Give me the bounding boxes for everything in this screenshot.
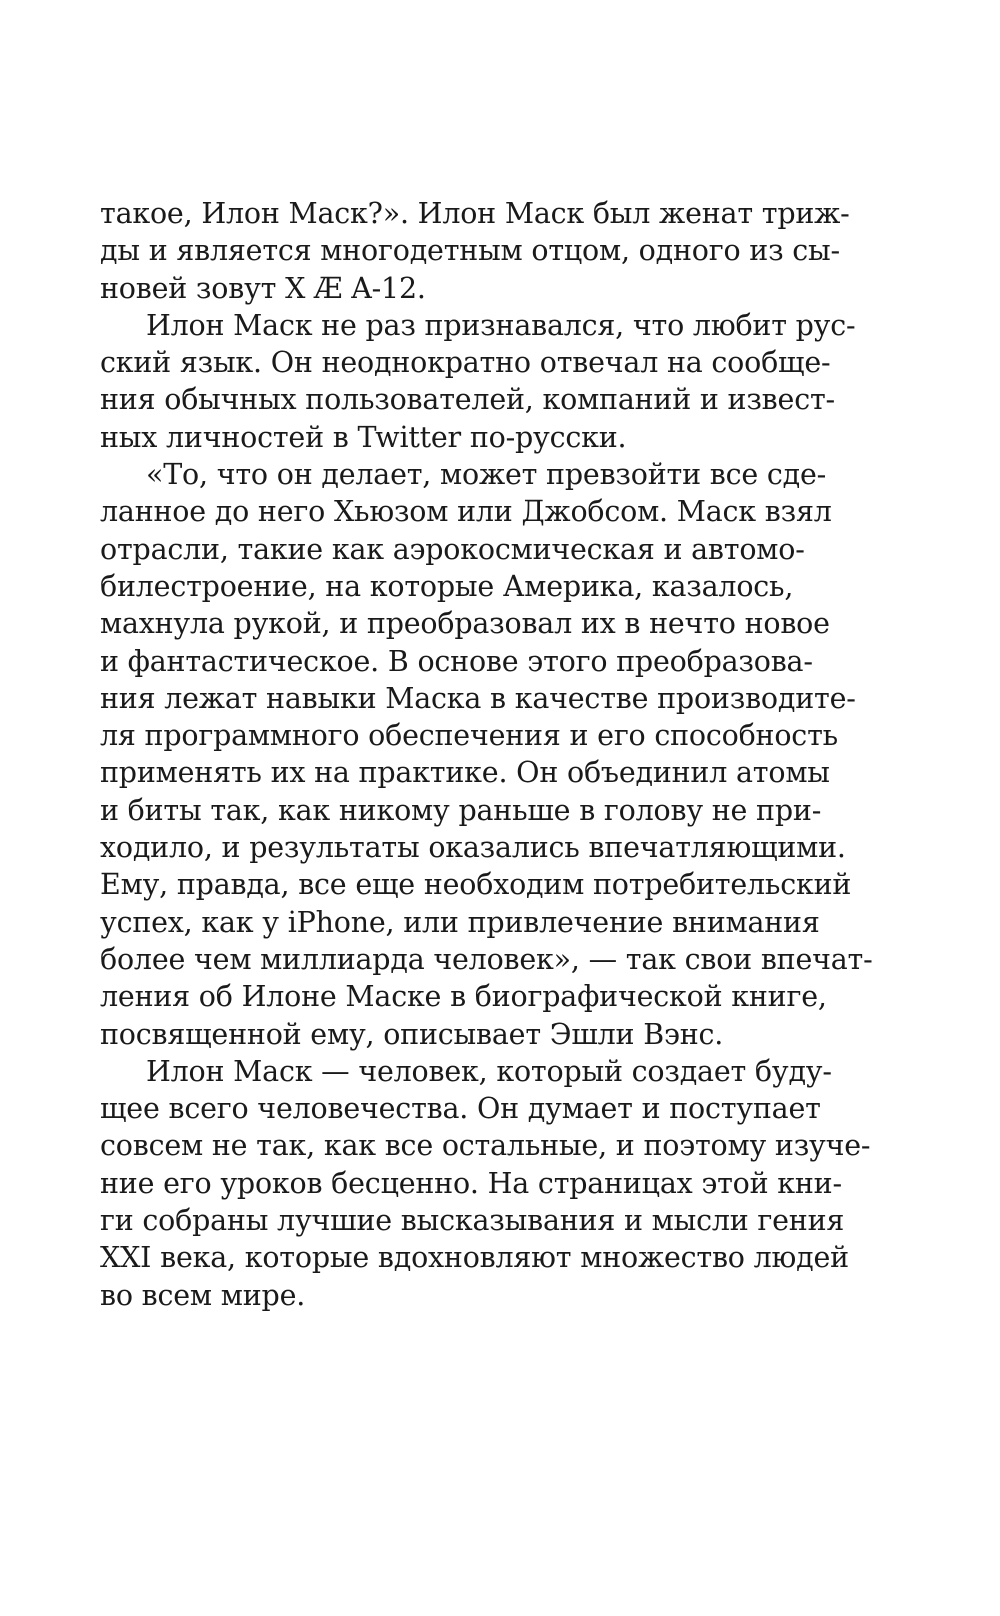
text-line: применять их на практике. Он объединил атомы [100, 756, 830, 790]
text-line: ния лежат навыки Маска в качестве производите- [100, 681, 856, 715]
paragraph [100, 195, 850, 307]
paragraph [100, 456, 873, 1053]
text-line: ды и является многодетным отцом, одного из сы- [100, 234, 840, 268]
text-line: более чем миллиарда человек», — так свои впечат- [100, 942, 873, 976]
text-line: ги собраны лучшие высказывания и мысли гения [100, 1204, 845, 1238]
paragraph [100, 307, 856, 456]
text-line: успех, как у iPhone, или привлечение внимания [100, 905, 820, 939]
text-line: ский язык. Он неоднократно отвечал на сообще- [100, 346, 831, 380]
text-line: ных личностей в Twitter по-русски. [100, 420, 627, 454]
text-line: ланное до него Хьюзом или Джобсом. Маск взял [100, 495, 832, 529]
paragraph [100, 1053, 871, 1314]
text-line: Ему, правда, все еще необходим потребительский [100, 868, 852, 902]
text-line: и фантастическое. В основе этого преобразова- [100, 644, 813, 678]
text-line: Илон Маск не раз признавался, что любит рус- [146, 308, 856, 342]
text-line: ля программного обеспечения и его способность [100, 719, 838, 753]
text-line: махнула рукой, и преобразовал их в нечто новое [100, 607, 830, 641]
text-line: отрасли, такие как аэрокосмическая и автомо- [100, 532, 805, 566]
text-line: ние его уроков бесценно. На страницах этой кни- [100, 1166, 842, 1200]
text-line: ходило, и результаты оказались впечатляющими. [100, 831, 846, 865]
text-line: XXI века, которые вдохновляют множество людей [100, 1241, 849, 1275]
text-line: такое, Илон Маск?». Илон Маск был женат триж- [100, 197, 850, 230]
text-line: билестроение, на которые Америка, казалось, [100, 569, 794, 603]
text-line: посвященной ему, описывает Эшли Вэнс. [100, 1017, 724, 1051]
text-line: совсем не так, как все остальные, и поэтому изуче- [100, 1129, 871, 1163]
text-line: ния обычных пользователей, компаний и извест- [100, 383, 835, 417]
text-line: и биты так, как никому раньше в голову не при- [100, 793, 822, 827]
body-text [100, 195, 873, 1314]
text-line: новей зовут X Æ A-12. [100, 271, 426, 305]
text-line: Илон Маск — человек, который создает буду- [146, 1054, 832, 1088]
text-line: во всем мире. [100, 1278, 306, 1312]
text-line: щее всего человечества. Он думает и поступает [100, 1092, 821, 1126]
text-line: ления об Илоне Маске в биографической книге, [100, 980, 827, 1014]
text-line: «То, что он делает, может превзойти все сде- [146, 458, 827, 492]
